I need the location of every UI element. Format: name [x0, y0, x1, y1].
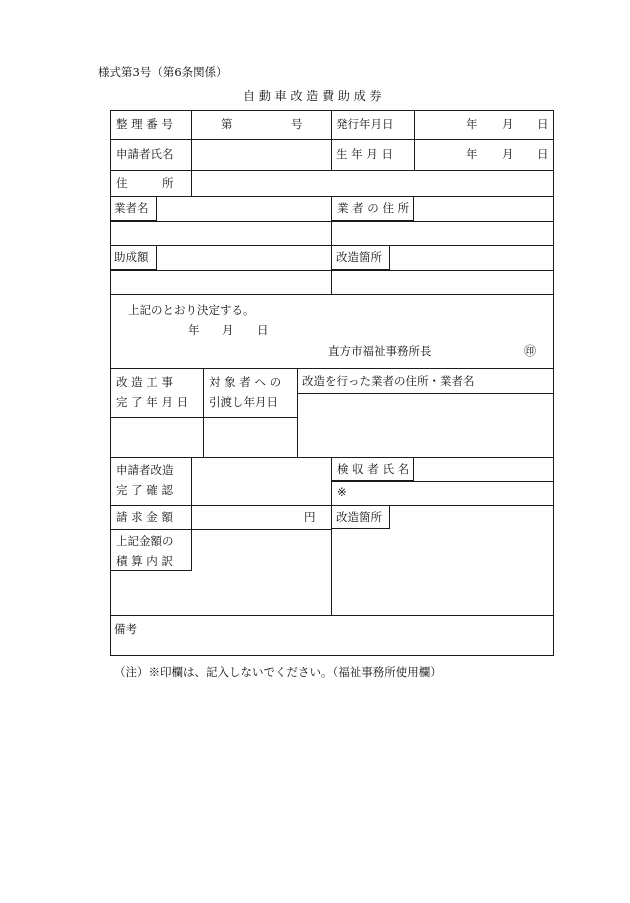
billing-modification-label: 改造箇所: [336, 510, 382, 524]
document-title: 自 動 車 改 造 費 助 成 券: [243, 89, 382, 103]
decision-text: 上記のとおり決定する。: [128, 303, 255, 317]
dai-label: 第: [221, 117, 233, 131]
breakdown-label-2: 積 算 内 訳: [116, 554, 173, 568]
yen-label: 円: [304, 510, 316, 524]
applicant-confirm-label-2: 完 了 確 認: [116, 483, 173, 497]
go-label: 号: [291, 117, 303, 131]
handover-date-label-2: 引渡し年月日: [209, 395, 278, 409]
decision-year: 年: [188, 323, 200, 337]
seal-mark: ㊞: [524, 344, 537, 358]
issuer-name: 直方市福祉事務所長: [328, 344, 432, 358]
birth-month: 月: [502, 147, 514, 161]
decision-day: 日: [257, 323, 269, 337]
issue-date-label: 発行年月日: [336, 117, 394, 131]
breakdown-label-1: 上記金額の: [116, 534, 174, 548]
issue-month: 月: [502, 117, 514, 131]
applicant-confirm-label-1: 申請者改造: [116, 463, 174, 477]
completion-date-label-1: 改 造 工 事: [116, 375, 173, 389]
vendor-address-label: 業 者 の 住 所: [337, 201, 410, 215]
modifying-vendor-label: 改造を行った業者の住所・業者名: [302, 374, 475, 388]
issue-day: 日: [537, 117, 549, 131]
form-number: 様式第3号（第6条関係）: [98, 65, 228, 79]
birth-day: 日: [537, 147, 549, 161]
vendor-name-label: 業者名: [114, 201, 149, 215]
birth-date-label: 生 年 月 日: [336, 147, 393, 161]
office-use-mark: ※: [337, 485, 347, 499]
footnote: （注）※印欄は、記入しないでください。（福祉事務所使用欄）: [114, 665, 442, 679]
birth-year: 年: [466, 147, 478, 161]
seiri-number-label: 整 理 番 号: [116, 117, 173, 131]
issue-year: 年: [466, 117, 478, 131]
handover-date-label-1: 対 象 者 へ の: [209, 375, 282, 389]
completion-date-label-2: 完 了 年 月 日: [116, 395, 189, 409]
applicant-name-label: 申請者氏名: [116, 147, 174, 161]
subsidy-amount-label: 助成額: [114, 250, 149, 264]
remarks-label: 備考: [114, 622, 137, 636]
address-label: 住 所: [116, 176, 174, 190]
decision-month: 月: [222, 323, 234, 337]
inspector-name-label: 検 収 者 氏 名: [337, 462, 410, 476]
modification-location-label: 改造箇所: [336, 250, 382, 264]
billing-amount-label: 請 求 金 額: [116, 510, 173, 524]
